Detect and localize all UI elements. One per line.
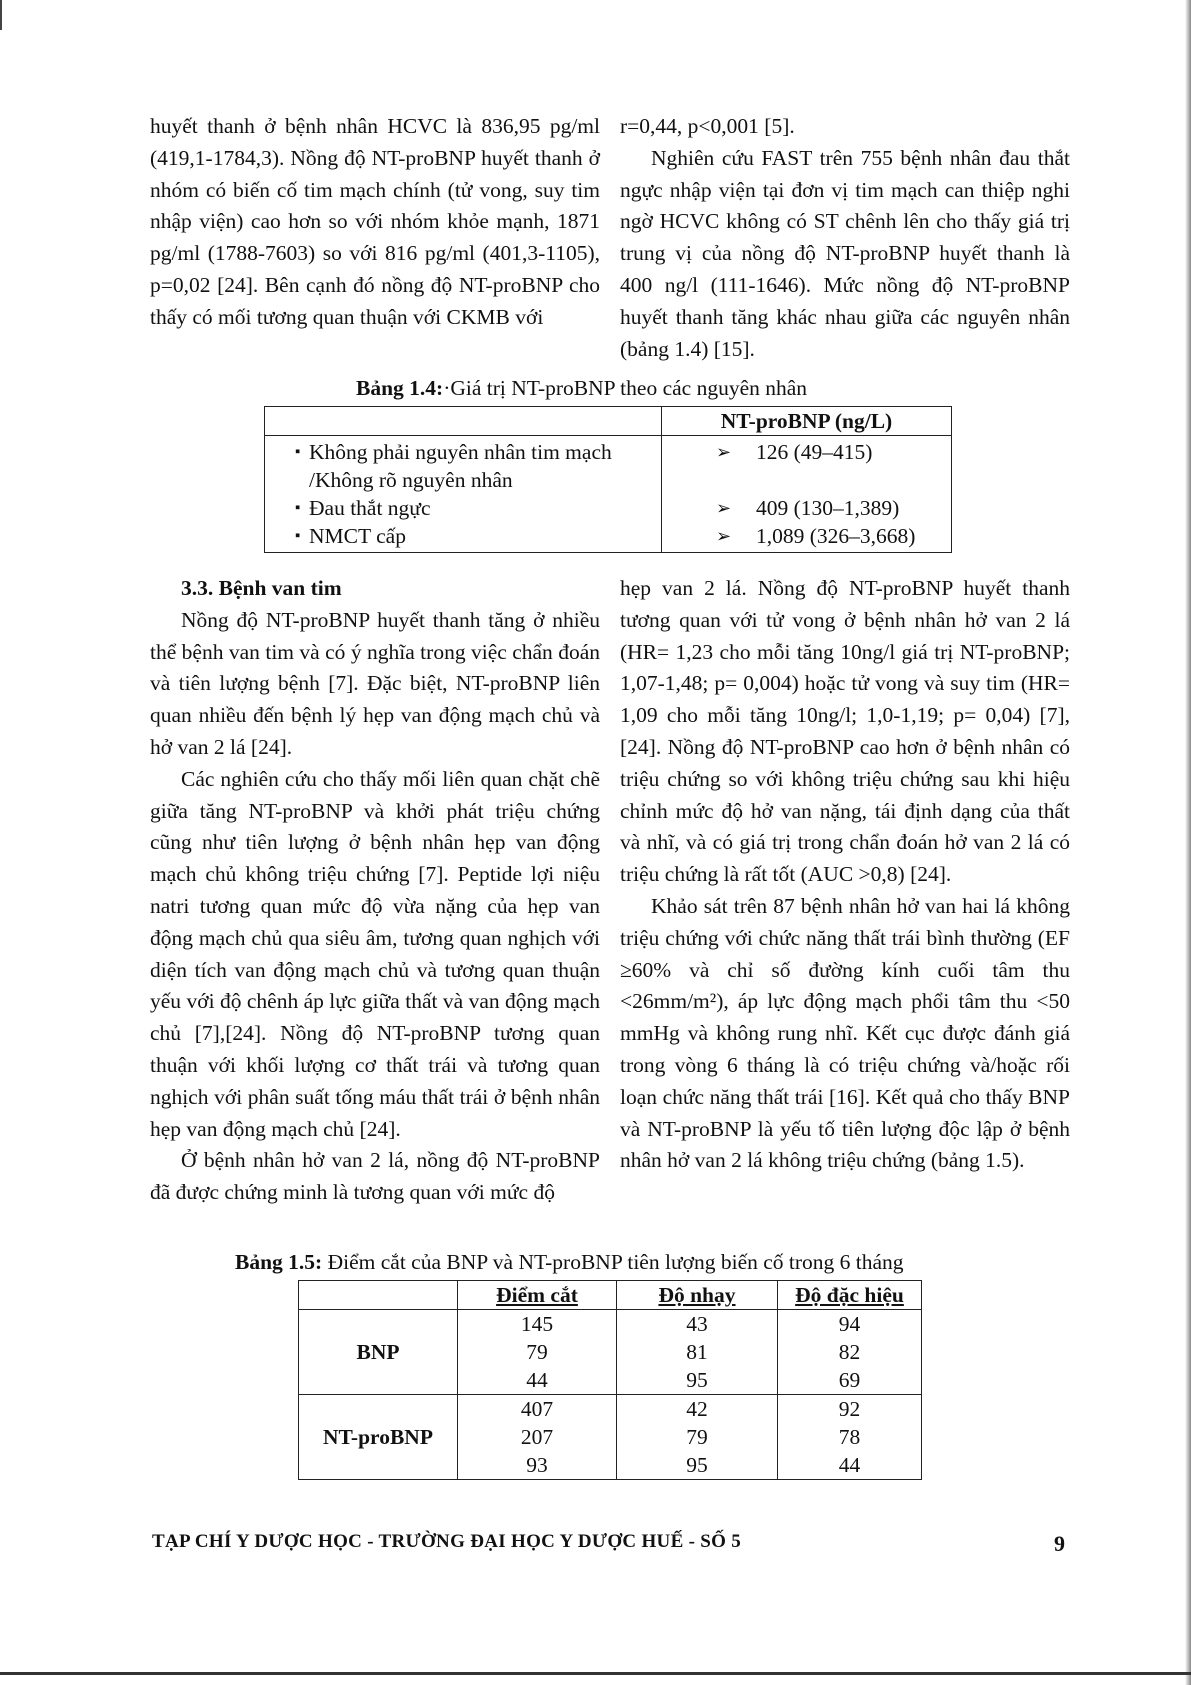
paragraph: Khảo sát trên 87 bệnh nhân hở van hai lá không triệu chứng với chức năng thất trái bình thường (EF ≥60% và chỉ số đường kính cuối tâm thu <26mm/m²), áp lực động mạch phổi tâm thu <50 mmHg và không rung nhĩ. Kết cục được đánh giá trong vòng 6 tháng là có triệu chứng và/hoặc rối loạn chức năng thất trái [16]. Kết quả cho thấy BNP và NT-proBNP là yếu tố tiên lượng độc lập ở bệnh nhân hở van 2 lá không triệu chứng (bảng 1.5). [620,893,1070,1173]
paragraph: Nghiên cứu FAST trên 755 bệnh nhân đau thắt ngực nhập viện tại đơn vị tim mạch can thiệp nghi ngờ HCVC không có ST chênh lên cho thấy giá trị trung vị của nồng độ NT-proBNP huyết thanh là 400 ng/l (111-1646). Mức nồng độ NT-proBNP huyết thanh tăng khác nhau giữa các nguyên nhân (bảng 1.4) [15]. [620,145,1070,361]
table-cell: 145 [458,1310,617,1339]
table-cell: 82 [778,1338,922,1366]
journal-footer: TẠP CHÍ Y DƯỢC HỌC - TRƯỜNG ĐẠI HỌC Y DƯỢC HUẾ - SỐ 5 [152,1531,742,1552]
list-item: ➢ 409 (130–1,389) [716,494,945,522]
table-cell: 207 [458,1423,617,1451]
table-1-5-caption [235,1250,904,1275]
paragraph: r=0,44, p<0,001 [5]. [620,114,795,138]
table-header-empty [299,1281,458,1310]
right-column-bottom [620,573,1070,1177]
paragraph: Nồng độ NT-proBNP huyết thanh tăng ở nhiều thể bệnh van tim và có ý nghĩa trong việc chẩn đoán và tiên lượng bệnh [7]. Đặc biệt, NT-proBNP liên quan nhiều đến bệnh lý hẹp van động mạch chủ và hở van 2 lá [24]. [150,607,600,759]
left-column-top [150,111,600,334]
table-cell: 69 [778,1366,922,1395]
scan-bottom-edge [0,1672,1191,1675]
caption-text: ·Giá trị NT-proBNP theo các nguyên nhân [443,376,808,400]
paragraph: Các nghiên cứu cho thấy mối liên quan chặt chẽ giữa tăng NT-proBNP và khởi phát triệu chứng cũng như tiên lượng ở bệnh nhân hẹp van động mạch chủ không triệu chứng [7]. Peptide lợi niệu natri tương quan mức độ vừa nặng của hẹp van động mạch chủ qua siêu âm, tương quan nghịch với diện tích van động mạch chủ và tương quan thuận yếu với độ chênh áp lực giữa thất và van động mạch chủ [7],[24]. Nồng độ NT-proBNP tương quan thuận với khối lượng cơ thất trái và tương quan nghịch với phân suất tống máu thất trái ở bệnh nhân hẹp van động mạch chủ [24]. [150,766,600,1141]
page-number: 9 [1054,1531,1065,1556]
table-cell: 44 [458,1366,617,1395]
table-row [299,1395,922,1424]
paragraph: hẹp van 2 lá. Nồng độ NT-proBNP huyết thanh tương quan với tử vong ở bệnh nhân hở van 2 lá (HR= 1,23 cho mỗi tăng 10ng/l giá trị NT-proBNP; 1,07-1,48; p= 0,004) hoặc tử vong và suy tim (HR= 1,09 cho mỗi tăng 10ng/l; 1,0-1,19; p= 0,04) [7],[24]. Nồng độ NT-proBNP cao hơn ở bệnh nhân có triệu chứng so với không triệu chứng sau khi hiệu chỉnh mức độ hở van nặng, tái định dạng của thất và nhĩ, và có giá trị trong chẩn đoán hở van 2 lá có triệu chứng là rất tốt (AUC >0,8) [24]. [620,576,1070,887]
cause-list-cell [265,436,662,553]
table-1-5 [298,1280,922,1480]
value-list [668,436,945,552]
scan-edge-shadow [1185,0,1191,1685]
section-heading: 3.3. Bệnh van tim [181,576,342,600]
table-header: NT-proBNP (ng/L) [662,407,952,436]
table-cell: 95 [617,1451,778,1480]
table-cell: 79 [617,1423,778,1451]
caption-text: Điểm cắt của BNP và NT-proBNP tiên lượng biến cố trong 6 tháng [327,1250,904,1274]
scan-edge-mark [0,0,2,30]
table-cell: 79 [458,1338,617,1366]
group-label: BNP [299,1310,458,1395]
table-cell: 95 [617,1366,778,1395]
table-cell: 42 [617,1395,778,1424]
value-list-cell [662,436,952,553]
table-cell: 43 [617,1310,778,1339]
table-row [299,1310,922,1339]
list-item: ➢ 1,089 (326–3,668) [716,522,945,550]
table-header: Điểm cắt [458,1281,617,1310]
table-cell: 81 [617,1338,778,1366]
paragraph: huyết thanh ở bệnh nhân HCVC là 836,95 pg/ml (419,1-1784,3). Nồng độ NT-proBNP huyết thanh ở nhóm có biến cố tim mạch chính (tử vong, suy tim nhập viện) cao hơn so với nhóm khỏe mạnh, 1871 pg/ml (1788-7603) so với 816 pg/ml (401,3-1105), p=0,02 [24]. Bên cạnh đó nồng độ NT-proBNP cho thấy có mối tương quan thuận với CKMB với [150,114,600,329]
table-cell: 78 [778,1423,922,1451]
left-column-bottom [150,573,600,1209]
list-item: ▪ NMCT cấp [295,522,655,550]
table-1-4 [264,406,952,553]
right-column-top [620,111,1070,365]
table-header-empty [265,407,662,436]
caption-label: Bảng 1.5: [235,1250,323,1274]
table-cell: 92 [778,1395,922,1424]
table-cell: 44 [778,1451,922,1480]
table-1-4-caption [356,376,807,401]
list-item: ▪ Không phải nguyên nhân tim mạch /Không rõ nguyên nhân [295,438,655,494]
group-label: NT-proBNP [299,1395,458,1480]
table-cell: 407 [458,1395,617,1424]
cause-list [271,436,655,552]
caption-label: Bảng 1.4: [356,376,444,400]
list-item: ➢ 126 (49–415) [716,438,945,466]
table-cell: 93 [458,1451,617,1480]
table-header: Độ nhạy [617,1281,778,1310]
table-header: Độ đặc hiệu [778,1281,922,1310]
table-cell: 94 [778,1310,922,1339]
paragraph: Ở bệnh nhân hở van 2 lá, nồng độ NT-proBNP đã được chứng minh là tương quan với mức độ [150,1148,600,1205]
list-item: ▪ Đau thắt ngực [295,494,655,522]
